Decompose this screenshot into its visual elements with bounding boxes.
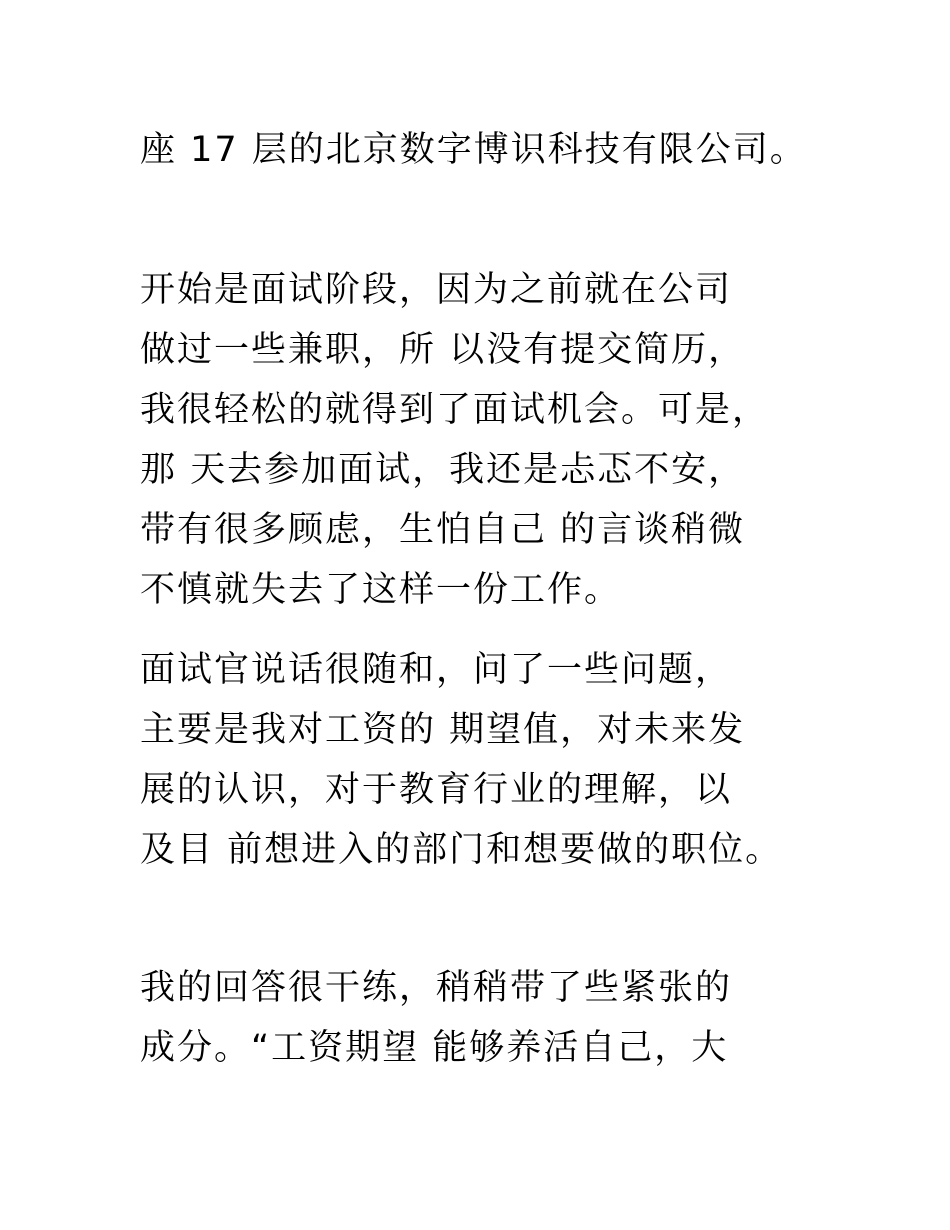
text-line: 及目 前想进入的部门和想要做的职位。	[140, 830, 783, 870]
text-line: 面试官说话很随和，问了一些问题，	[140, 650, 733, 690]
text-line: 开始是面试阶段，因为之前就在公司	[140, 270, 733, 310]
text-line: 展的认识，对于教育行业的理解，以	[140, 770, 733, 810]
text-line: 做过一些兼职，所 以没有提交简历，	[140, 330, 746, 370]
text-line: 那 天去参加面试，我还是忐忑不安，	[140, 450, 746, 490]
text-line: 不慎就失去了这样一份工作。	[140, 570, 622, 610]
text-line: 主要是我对工资的 期望值，对未来发	[140, 710, 746, 750]
text-line: 带有很多顾虑，生怕自己 的言谈稍微	[140, 510, 746, 550]
text-line: 我的回答很干练，稍稍带了些紧张的	[140, 968, 733, 1008]
text-line: 我很轻松的就得到了面试机会。可是，	[140, 390, 770, 430]
text-line: 座 17 层的北京数字博识科技有限公司。	[140, 130, 807, 170]
text-line: 成分。“工资期望 能够养活自己，大	[140, 1028, 729, 1068]
